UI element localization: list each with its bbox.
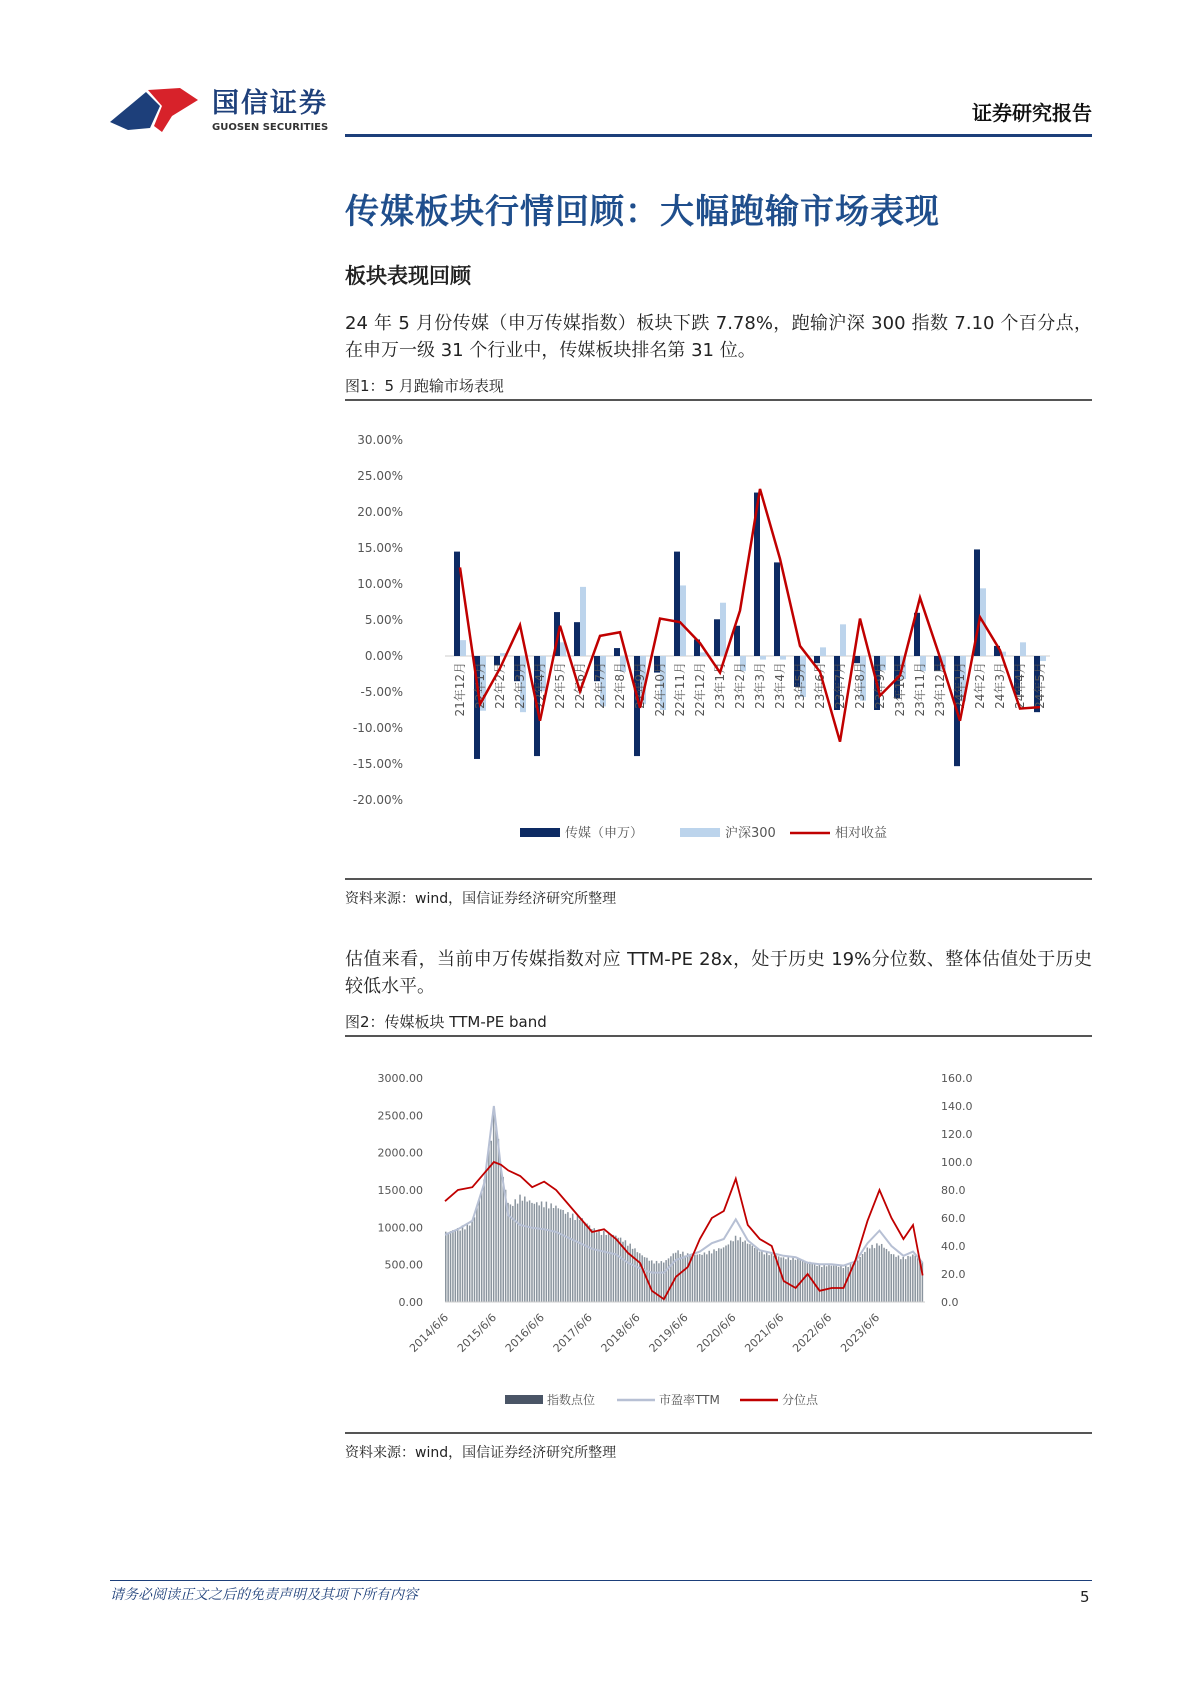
index-bar xyxy=(534,1204,536,1302)
index-bar xyxy=(835,1266,837,1302)
index-bar xyxy=(914,1256,916,1302)
paragraph-performance: 24 年 5 月份传媒（申万传媒指数）板块下跌 7.78%，跑输沪深 300 指数 7.10 个百分点，在申万一级 31 个行业中，传媒板块排名第 31 位。 xyxy=(345,313,1092,361)
x-tick-label: 22年10月 xyxy=(653,662,667,717)
index-bar xyxy=(740,1237,742,1302)
index-bar xyxy=(833,1266,835,1302)
index-bar xyxy=(886,1249,888,1302)
index-bar xyxy=(883,1248,885,1302)
pe-ttm-line xyxy=(445,1106,923,1273)
index-bar xyxy=(620,1238,622,1302)
x-tick-label: 24年4月 xyxy=(1013,662,1027,709)
right-y-tick-label: 100.0 xyxy=(941,1156,973,1169)
index-bar xyxy=(816,1266,818,1302)
index-bar xyxy=(644,1257,646,1302)
hs300-bar xyxy=(1040,656,1046,661)
figure1-caption: 图1：5 月跑输市场表现 xyxy=(345,377,504,395)
y-tick-label: -10.00% xyxy=(352,721,403,735)
logo-name-cn: 国信证券 xyxy=(212,88,328,119)
index-bar xyxy=(725,1246,727,1302)
index-bar xyxy=(488,1147,490,1302)
index-bar xyxy=(749,1244,751,1302)
x-tick-label: 2020/6/6 xyxy=(694,1310,739,1356)
index-bar xyxy=(862,1254,864,1302)
index-bar xyxy=(716,1251,718,1302)
x-tick-label: 2015/6/6 xyxy=(454,1310,500,1356)
index-bar xyxy=(562,1210,564,1302)
section-title: 传媒板块行情回顾：大幅跑输市场表现 xyxy=(345,192,940,232)
left-y-tick-label: 1500.00 xyxy=(377,1184,423,1197)
index-bar xyxy=(900,1259,902,1302)
index-bar xyxy=(479,1198,481,1302)
index-bar xyxy=(558,1208,560,1302)
left-y-tick-label: 1000.00 xyxy=(377,1221,423,1235)
index-bar xyxy=(622,1242,624,1302)
index-bar xyxy=(617,1238,619,1302)
index-bar xyxy=(879,1246,881,1302)
index-bar xyxy=(905,1259,907,1302)
x-tick-label: 22年9月 xyxy=(633,662,647,709)
index-bar xyxy=(495,1127,497,1302)
monthly-performance-chart xyxy=(345,405,1092,875)
index-bar xyxy=(797,1258,799,1302)
x-tick-label: 23年1月 xyxy=(713,662,727,709)
x-tick-label: 22年6月 xyxy=(573,662,587,709)
index-bar xyxy=(653,1264,655,1302)
index-bar xyxy=(481,1191,483,1302)
index-bar xyxy=(519,1195,521,1302)
index-bar xyxy=(804,1261,806,1302)
x-tick-label: 24年2月 xyxy=(973,662,987,709)
index-bar xyxy=(893,1254,895,1302)
index-bar xyxy=(771,1253,773,1302)
hs300-bar xyxy=(580,587,586,656)
media-bar xyxy=(674,552,680,656)
index-bar xyxy=(613,1235,615,1302)
index-bar xyxy=(579,1220,581,1302)
x-tick-label: 23年10月 xyxy=(893,662,907,717)
index-bar xyxy=(819,1264,821,1302)
index-bar xyxy=(680,1254,682,1302)
x-tick-label: 23年6月 xyxy=(813,662,827,709)
y-tick-label: 20.00% xyxy=(357,505,403,519)
index-bar xyxy=(785,1259,787,1302)
index-bar xyxy=(881,1244,883,1302)
index-bar xyxy=(663,1263,665,1302)
index-bar xyxy=(601,1235,603,1302)
index-bar xyxy=(864,1252,866,1302)
index-bar xyxy=(766,1252,768,1302)
index-bar xyxy=(826,1266,828,1302)
x-tick-label: 22年2月 xyxy=(493,662,507,709)
figure1-bottom-rule xyxy=(345,878,1092,880)
right-y-tick-label: 60.0 xyxy=(941,1212,966,1225)
x-tick-label: 2021/6/6 xyxy=(742,1310,787,1356)
index-bar xyxy=(704,1252,706,1302)
media-bar xyxy=(574,622,580,656)
hs300-bar xyxy=(680,585,686,656)
right-y-tick-label: 40.0 xyxy=(941,1240,966,1253)
index-bar xyxy=(510,1204,512,1302)
index-bar xyxy=(795,1260,797,1302)
index-bar xyxy=(720,1249,722,1302)
index-bar xyxy=(529,1200,531,1302)
legend-pe-label: 市盈率TTM xyxy=(659,1393,720,1407)
index-bar xyxy=(641,1255,643,1302)
pe-band-chart xyxy=(345,1040,1092,1430)
index-bar xyxy=(476,1207,478,1302)
index-bar xyxy=(831,1266,833,1302)
index-bar xyxy=(493,1111,495,1302)
media-bar xyxy=(454,552,460,656)
index-bar xyxy=(565,1214,567,1302)
index-bar xyxy=(759,1252,761,1302)
legend-percentile-label: 分位点 xyxy=(782,1393,819,1407)
x-tick-label: 23年11月 xyxy=(913,662,927,717)
index-bar xyxy=(543,1207,545,1302)
legend-index-swatch xyxy=(505,1395,543,1404)
index-bar xyxy=(788,1257,790,1302)
index-bar xyxy=(457,1228,459,1302)
index-bar xyxy=(517,1204,519,1302)
legend-hs300-swatch xyxy=(680,828,720,837)
left-y-tick-label: 2000.00 xyxy=(377,1146,423,1160)
index-bar xyxy=(773,1256,775,1302)
index-bar xyxy=(673,1253,675,1302)
guosen-logo-icon xyxy=(110,86,206,136)
x-tick-label: 21年12月 xyxy=(453,662,467,717)
index-bar xyxy=(687,1253,689,1302)
index-bar xyxy=(594,1228,596,1302)
y-tick-label: -5.00% xyxy=(360,685,403,699)
index-bar xyxy=(685,1255,687,1302)
index-bar xyxy=(898,1255,900,1302)
footer-divider xyxy=(110,1580,1092,1581)
index-bar xyxy=(838,1267,840,1302)
index-bar xyxy=(555,1206,557,1302)
index-bar xyxy=(847,1267,849,1302)
index-bar xyxy=(651,1260,653,1302)
index-bar xyxy=(871,1245,873,1302)
index-bar xyxy=(514,1199,516,1302)
right-y-tick-label: 0.0 xyxy=(941,1296,959,1309)
index-bar xyxy=(550,1203,552,1302)
index-bar xyxy=(821,1267,823,1302)
index-bar xyxy=(574,1220,576,1302)
index-bar xyxy=(711,1253,713,1302)
index-bar xyxy=(855,1262,857,1302)
left-y-tick-label: 500.00 xyxy=(384,1258,423,1272)
index-bar xyxy=(560,1209,562,1302)
index-bar xyxy=(912,1254,914,1302)
index-bar xyxy=(596,1232,598,1302)
x-tick-label: 24年1月 xyxy=(953,662,967,709)
index-bar xyxy=(807,1262,809,1302)
header-divider xyxy=(345,134,1092,137)
index-bar xyxy=(656,1261,658,1302)
hs300-bar xyxy=(720,603,726,656)
page-number: 5 xyxy=(1080,1588,1090,1606)
right-y-tick-label: 20.0 xyxy=(941,1268,966,1281)
index-bar xyxy=(859,1257,861,1302)
index-bar xyxy=(474,1217,476,1302)
x-tick-label: 23年3月 xyxy=(753,662,767,709)
x-tick-label: 24年5月 xyxy=(1033,662,1047,709)
index-bar xyxy=(857,1260,859,1302)
index-bar xyxy=(735,1236,737,1302)
hs300-bar xyxy=(780,656,786,660)
index-bar xyxy=(891,1254,893,1302)
hs300-bar xyxy=(700,652,706,656)
index-bar xyxy=(701,1255,703,1302)
y-tick-label: -20.00% xyxy=(352,793,403,807)
index-bar xyxy=(728,1244,730,1302)
index-bar xyxy=(718,1248,720,1302)
x-tick-label: 2023/6/6 xyxy=(838,1310,883,1356)
index-bar xyxy=(668,1258,670,1302)
index-bar xyxy=(584,1222,586,1302)
index-bar xyxy=(538,1205,540,1302)
index-bar xyxy=(713,1249,715,1302)
index-bar xyxy=(907,1256,909,1302)
right-y-tick-label: 80.0 xyxy=(941,1184,966,1197)
hs300-bar xyxy=(760,656,766,660)
hs300-bar xyxy=(840,624,846,656)
main-content xyxy=(345,190,1092,1462)
index-bar xyxy=(577,1215,579,1302)
index-bar xyxy=(531,1203,533,1302)
index-bar xyxy=(792,1257,794,1302)
x-tick-label: 22年7月 xyxy=(593,662,607,709)
index-bar xyxy=(732,1241,734,1302)
index-bar xyxy=(471,1221,473,1302)
index-bar xyxy=(500,1164,502,1302)
index-bar xyxy=(610,1235,612,1302)
x-tick-label: 22年8月 xyxy=(613,662,627,709)
index-bar xyxy=(450,1231,452,1302)
figure2-bottom-rule xyxy=(345,1432,1092,1434)
index-bar xyxy=(682,1252,684,1302)
index-bar xyxy=(706,1254,708,1302)
index-bar xyxy=(507,1203,509,1302)
index-bar xyxy=(780,1257,782,1302)
index-bar xyxy=(548,1208,550,1302)
index-bar xyxy=(502,1177,504,1302)
x-tick-label: 22年3月 xyxy=(513,662,527,709)
figure1-source: 资料来源：wind，国信证券经济研究所整理 xyxy=(345,891,617,907)
index-bar xyxy=(874,1248,876,1302)
x-tick-label: 2017/6/6 xyxy=(550,1310,595,1356)
left-y-tick-label: 0.00 xyxy=(398,1296,423,1309)
figure2-caption: 图2：传媒板块 TTM-PE band xyxy=(345,1013,547,1031)
x-tick-label: 24年3月 xyxy=(993,662,1007,709)
hs300-bar xyxy=(1020,642,1026,656)
index-bar xyxy=(852,1264,854,1302)
index-bar xyxy=(809,1262,811,1302)
index-bar xyxy=(828,1265,830,1302)
index-bar xyxy=(486,1171,488,1302)
x-tick-label: 23年8月 xyxy=(853,662,867,709)
y-tick-label: 15.00% xyxy=(357,541,403,555)
y-tick-label: -15.00% xyxy=(352,757,403,771)
index-bar xyxy=(541,1201,543,1302)
y-tick-label: 5.00% xyxy=(364,613,403,627)
x-tick-label: 22年12月 xyxy=(693,662,707,717)
index-bar xyxy=(910,1257,912,1302)
index-bar xyxy=(455,1231,457,1302)
x-tick-label: 2018/6/6 xyxy=(598,1310,643,1356)
x-tick-label: 23年2月 xyxy=(733,662,747,709)
x-tick-label: 2014/6/6 xyxy=(406,1310,452,1356)
index-bar xyxy=(445,1232,447,1302)
media-bar xyxy=(714,619,720,656)
x-tick-label: 23年5月 xyxy=(793,662,807,709)
figure1-top-rule xyxy=(345,399,1092,401)
index-bar xyxy=(708,1251,710,1302)
index-bar xyxy=(464,1229,466,1302)
index-bar xyxy=(670,1256,672,1302)
footer-disclaimer: 请务必阅读正文之后的免责声明及其项下所有内容 xyxy=(110,1587,418,1603)
index-bar xyxy=(603,1231,605,1302)
index-bar xyxy=(752,1246,754,1302)
index-bar xyxy=(526,1202,528,1302)
index-bar xyxy=(692,1254,694,1302)
logo-name-en: GUOSEN SECURITIES xyxy=(212,122,329,133)
index-bar xyxy=(902,1257,904,1302)
legend-media-label: 传媒（申万） xyxy=(565,826,644,841)
x-tick-label: 23年4月 xyxy=(773,662,787,709)
figure2-top-rule xyxy=(345,1035,1092,1037)
x-tick-label: 22年1月 xyxy=(473,662,487,709)
index-bar xyxy=(730,1241,732,1302)
index-bar xyxy=(744,1241,746,1302)
index-bar xyxy=(567,1212,569,1302)
hs300-bar xyxy=(460,640,466,656)
index-bar xyxy=(764,1254,766,1302)
index-bar xyxy=(572,1214,574,1302)
index-bar xyxy=(598,1229,600,1302)
index-bar xyxy=(811,1264,813,1302)
index-bar xyxy=(768,1255,770,1302)
index-bar xyxy=(747,1244,749,1302)
index-bar xyxy=(605,1235,607,1302)
x-tick-label: 22年11月 xyxy=(673,662,687,717)
index-bar xyxy=(524,1197,526,1302)
index-bar xyxy=(586,1224,588,1302)
media-bar xyxy=(614,648,620,656)
right-y-tick-label: 160.0 xyxy=(941,1072,973,1085)
legend-index-label: 指数点位 xyxy=(547,1393,596,1407)
index-bar xyxy=(737,1240,739,1302)
x-tick-label: 23年7月 xyxy=(833,662,847,709)
x-tick-label: 2022/6/6 xyxy=(790,1310,835,1356)
index-bar xyxy=(570,1218,572,1302)
index-bar xyxy=(754,1248,756,1302)
subsection-title: 板块表现回顾 xyxy=(345,264,471,288)
index-bar xyxy=(459,1231,461,1302)
index-bar xyxy=(553,1208,555,1302)
x-tick-label: 22年5月 xyxy=(553,662,567,709)
index-bar xyxy=(615,1236,617,1302)
index-bar xyxy=(639,1253,641,1302)
index-bar xyxy=(589,1225,591,1302)
index-bar xyxy=(761,1250,763,1302)
index-bar xyxy=(634,1248,636,1302)
index-bar xyxy=(723,1247,725,1302)
y-tick-label: 10.00% xyxy=(357,577,403,591)
index-bar xyxy=(840,1266,842,1302)
y-tick-label: 30.00% xyxy=(357,433,403,447)
x-tick-label: 23年12月 xyxy=(933,662,947,717)
x-tick-label: 22年4月 xyxy=(533,662,547,709)
legend-relative-label: 相对收益 xyxy=(835,826,888,841)
index-bar xyxy=(546,1202,548,1302)
index-bar xyxy=(661,1261,663,1302)
index-bar xyxy=(869,1248,871,1302)
right-y-tick-label: 140.0 xyxy=(941,1100,973,1113)
index-bar xyxy=(742,1242,744,1302)
index-bar xyxy=(895,1257,897,1302)
figure2-source: 资料来源：wind，国信证券经济研究所整理 xyxy=(345,1445,617,1461)
left-y-tick-label: 2500.00 xyxy=(377,1109,423,1123)
media-bar xyxy=(774,562,780,656)
index-bar xyxy=(522,1201,524,1302)
index-bar xyxy=(699,1254,701,1302)
index-bar xyxy=(876,1243,878,1302)
y-tick-label: 0.00% xyxy=(364,649,403,663)
index-bar xyxy=(469,1226,471,1302)
index-bar xyxy=(582,1218,584,1302)
index-bar xyxy=(608,1233,610,1302)
index-bar xyxy=(917,1258,919,1302)
index-bar xyxy=(790,1260,792,1302)
x-tick-label: 23年9月 xyxy=(873,662,887,709)
index-bar xyxy=(888,1251,890,1302)
index-bar xyxy=(629,1244,631,1302)
index-bar xyxy=(756,1248,758,1302)
x-tick-label: 2016/6/6 xyxy=(502,1310,547,1356)
index-bar xyxy=(447,1232,449,1302)
index-bar xyxy=(467,1223,469,1302)
x-tick-label: 2019/6/6 xyxy=(646,1310,691,1356)
report-type: 证券研究报告 xyxy=(972,101,1092,125)
index-bar xyxy=(867,1248,869,1302)
right-y-tick-label: 120.0 xyxy=(941,1128,973,1141)
index-bar xyxy=(591,1229,593,1302)
legend-hs300-label: 沪深300 xyxy=(725,826,776,841)
left-y-tick-label: 3000.00 xyxy=(377,1072,423,1085)
legend-media-swatch xyxy=(520,828,560,837)
index-bar xyxy=(694,1255,696,1302)
index-bar xyxy=(452,1230,454,1302)
y-tick-label: 25.00% xyxy=(357,469,403,483)
index-bar xyxy=(823,1265,825,1302)
index-bar xyxy=(462,1225,464,1302)
index-bar xyxy=(536,1202,538,1302)
index-bar xyxy=(696,1255,698,1302)
paragraph-valuation: 估值来看，当前申万传媒指数对应 TTM-PE 28x，处于历史 19%分位数、整体估值处于历史较低水平。 xyxy=(345,949,1092,997)
hs300-bar xyxy=(820,647,826,656)
index-bar xyxy=(483,1179,485,1302)
